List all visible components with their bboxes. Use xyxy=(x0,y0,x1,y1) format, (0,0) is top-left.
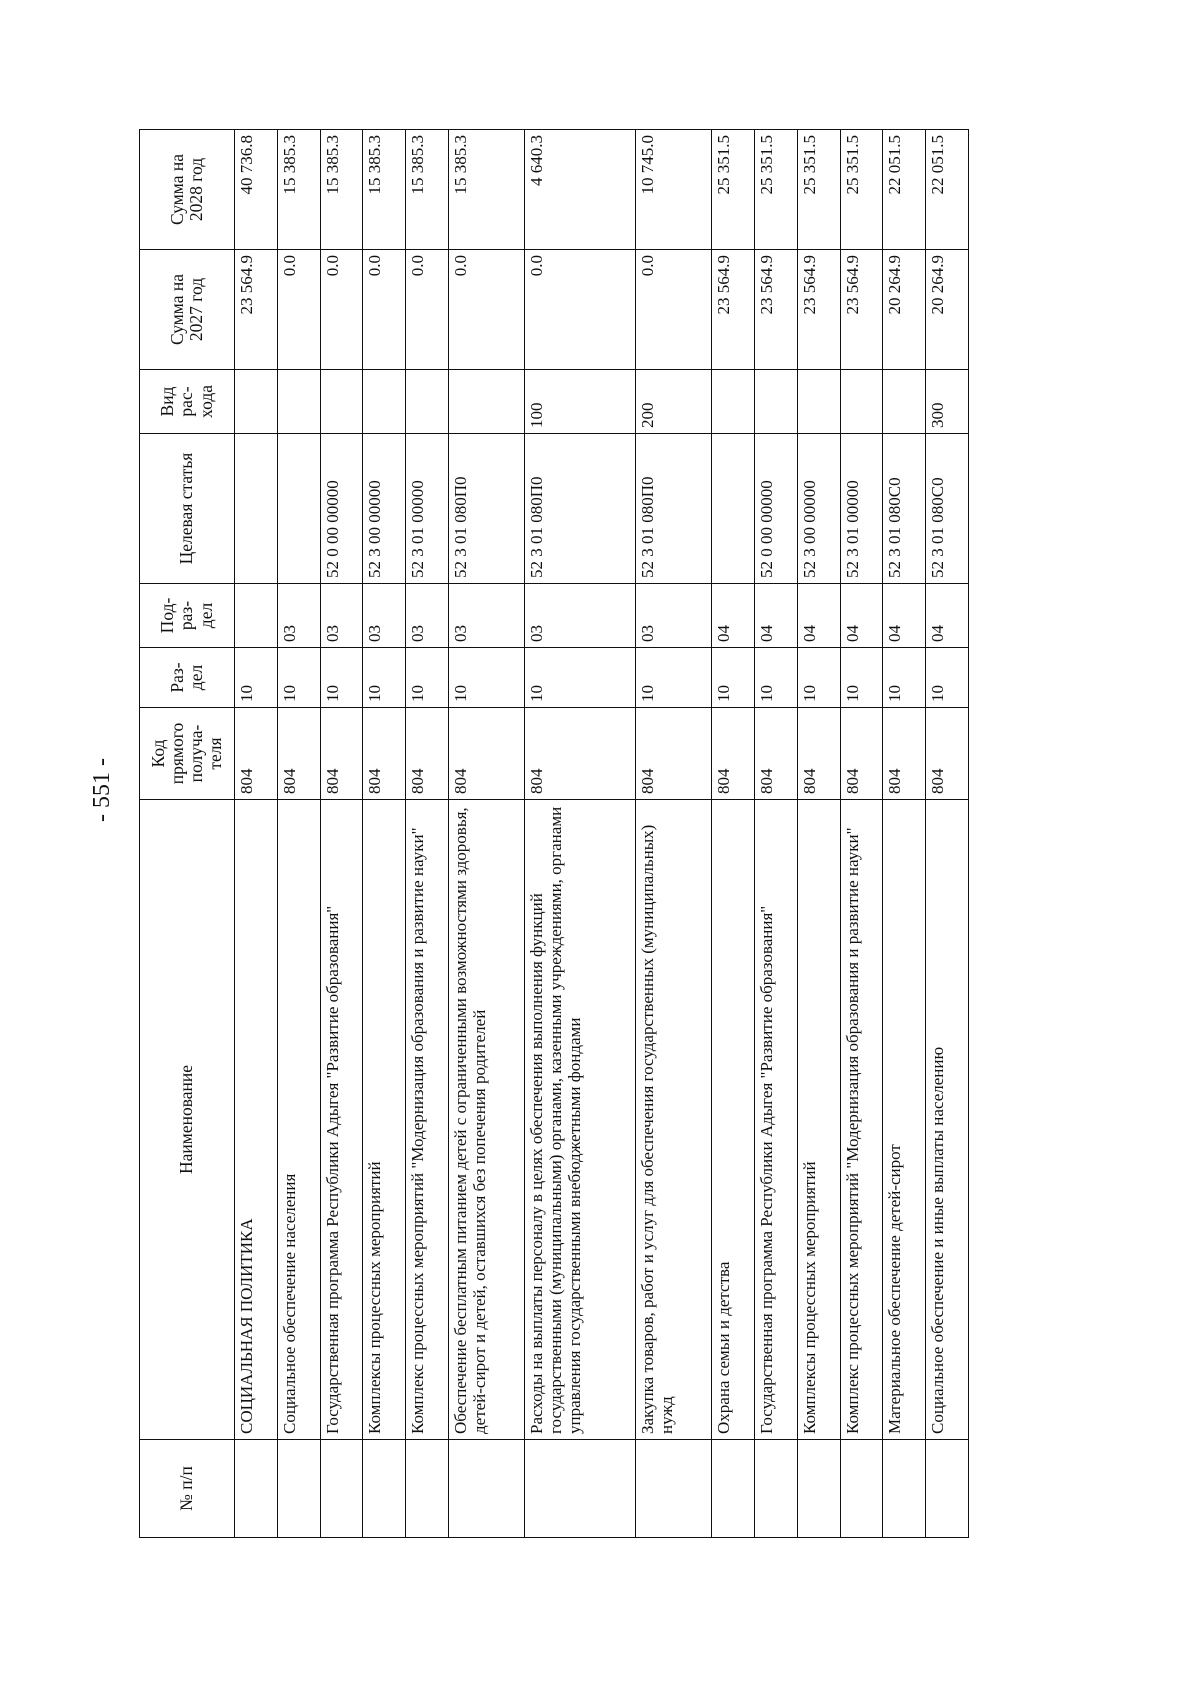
cell-no xyxy=(235,1440,278,1538)
cell-podrazdel xyxy=(235,584,278,648)
cell-sum2028: 25 351.5 xyxy=(840,130,883,250)
cell-razdel: 10 xyxy=(363,648,406,708)
cell-celevaya: 52 3 00 00000 xyxy=(797,434,840,584)
cell-sum2027: 0.0 xyxy=(320,250,363,370)
table-row xyxy=(635,130,712,1538)
cell-vid xyxy=(755,370,798,434)
cell-razdel: 10 xyxy=(235,648,278,708)
cell-code: 804 xyxy=(363,708,406,800)
header-no: № п/п xyxy=(140,1440,235,1538)
cell-no xyxy=(755,1440,798,1538)
cell-code: 804 xyxy=(635,708,712,800)
cell-podrazdel: 03 xyxy=(320,584,363,648)
cell-name: Закупка товаров, работ и услуг для обеспечения государственных (муниципальных) нужд xyxy=(635,800,712,1440)
cell-no xyxy=(840,1440,883,1538)
cell-name: Социальное обеспечение и иные выплаты населению xyxy=(926,800,969,1440)
cell-vid: 100 xyxy=(525,370,635,434)
table-header-row xyxy=(140,130,235,1538)
cell-code: 804 xyxy=(277,708,320,800)
header-celevaya: Целевая статья xyxy=(140,434,235,584)
cell-no xyxy=(525,1440,635,1538)
cell-sum2028: 25 351.5 xyxy=(712,130,755,250)
table-row xyxy=(525,130,635,1538)
cell-no xyxy=(926,1440,969,1538)
cell-razdel: 10 xyxy=(448,648,525,708)
cell-vid xyxy=(277,370,320,434)
cell-code: 804 xyxy=(406,708,449,800)
cell-vid xyxy=(235,370,278,434)
cell-no xyxy=(712,1440,755,1538)
cell-podrazdel: 03 xyxy=(448,584,525,648)
cell-sum2028: 25 351.5 xyxy=(755,130,798,250)
cell-razdel: 10 xyxy=(406,648,449,708)
cell-celevaya: 52 0 00 00000 xyxy=(320,434,363,584)
cell-name: Социальное обеспечение населения xyxy=(277,800,320,1440)
cell-celevaya: 52 3 01 080П0 xyxy=(448,434,525,584)
table-row xyxy=(926,130,969,1538)
cell-podrazdel: 04 xyxy=(840,584,883,648)
cell-podrazdel: 03 xyxy=(525,584,635,648)
cell-vid xyxy=(320,370,363,434)
table-row xyxy=(712,130,755,1538)
cell-podrazdel: 04 xyxy=(797,584,840,648)
cell-code: 804 xyxy=(883,708,926,800)
cell-sum2028: 15 385.3 xyxy=(406,130,449,250)
cell-razdel: 10 xyxy=(712,648,755,708)
cell-razdel: 10 xyxy=(635,648,712,708)
cell-podrazdel: 03 xyxy=(363,584,406,648)
cell-celevaya xyxy=(712,434,755,584)
cell-sum2027: 0.0 xyxy=(363,250,406,370)
cell-no xyxy=(406,1440,449,1538)
cell-code: 804 xyxy=(448,708,525,800)
cell-sum2028: 15 385.3 xyxy=(363,130,406,250)
cell-name: Комплексы процессных мероприятий xyxy=(363,800,406,1440)
cell-vid: 200 xyxy=(635,370,712,434)
cell-name: Охрана семьи и детства xyxy=(712,800,755,1440)
cell-sum2027: 23 564.9 xyxy=(712,250,755,370)
table-row xyxy=(406,130,449,1538)
cell-no xyxy=(277,1440,320,1538)
header-name: Наименование xyxy=(140,800,235,1440)
cell-sum2028: 4 640.3 xyxy=(525,130,635,250)
cell-vid xyxy=(840,370,883,434)
cell-sum2027: 23 564.9 xyxy=(755,250,798,370)
page-number: - 551 - xyxy=(89,758,115,822)
cell-sum2027: 20 264.9 xyxy=(926,250,969,370)
cell-celevaya: 52 3 01 00000 xyxy=(406,434,449,584)
cell-no xyxy=(363,1440,406,1538)
cell-no xyxy=(448,1440,525,1538)
header-sum2028: Сумма на 2028 год xyxy=(140,130,235,250)
budget-table xyxy=(139,129,969,1538)
cell-no xyxy=(797,1440,840,1538)
cell-code: 804 xyxy=(755,708,798,800)
cell-vid: 300 xyxy=(926,370,969,434)
cell-celevaya xyxy=(235,434,278,584)
table-row xyxy=(448,130,525,1538)
cell-razdel: 10 xyxy=(525,648,635,708)
cell-podrazdel: 04 xyxy=(755,584,798,648)
cell-name: Обеспечение бесплатным питанием детей с ограниченными возможностями здоровья, детей-сирот и детей, оставшихся без попечения родителей xyxy=(448,800,525,1440)
cell-code: 804 xyxy=(320,708,363,800)
cell-name: Расходы на выплаты персоналу в целях обеспечения выполнения функций государственными (муниципальными) органами, казенными учреждениями, органами управления государственными внебюджетными фондами xyxy=(525,800,635,1440)
cell-name: СОЦИАЛЬНАЯ ПОЛИТИКА xyxy=(235,800,278,1440)
cell-sum2027: 20 264.9 xyxy=(883,250,926,370)
cell-name: Комплексы процессных мероприятий xyxy=(797,800,840,1440)
cell-sum2028: 15 385.3 xyxy=(277,130,320,250)
cell-sum2028: 40 736.8 xyxy=(235,130,278,250)
cell-razdel: 10 xyxy=(797,648,840,708)
rotated-table-container xyxy=(139,130,969,1538)
cell-sum2028: 22 051.5 xyxy=(926,130,969,250)
cell-code: 804 xyxy=(525,708,635,800)
cell-sum2027: 23 564.9 xyxy=(840,250,883,370)
cell-code: 804 xyxy=(712,708,755,800)
table-row xyxy=(840,130,883,1538)
cell-celevaya: 52 3 01 080П0 xyxy=(635,434,712,584)
cell-sum2028: 15 385.3 xyxy=(320,130,363,250)
cell-celevaya: 52 3 01 080С0 xyxy=(926,434,969,584)
header-podrazdel: Под-раз-дел xyxy=(140,584,235,648)
cell-razdel: 10 xyxy=(840,648,883,708)
cell-sum2028: 10 745.0 xyxy=(635,130,712,250)
cell-sum2027: 0.0 xyxy=(406,250,449,370)
cell-podrazdel: 03 xyxy=(406,584,449,648)
header-sum2027: Сумма на 2027 год xyxy=(140,250,235,370)
header-code: Код прямого получа-теля xyxy=(140,708,235,800)
cell-razdel: 10 xyxy=(926,648,969,708)
table-row xyxy=(797,130,840,1538)
cell-name: Государственная программа Республики Адыгея "Развитие образования" xyxy=(320,800,363,1440)
cell-celevaya: 52 0 00 00000 xyxy=(755,434,798,584)
cell-podrazdel: 03 xyxy=(277,584,320,648)
cell-sum2028: 15 385.3 xyxy=(448,130,525,250)
cell-vid xyxy=(448,370,525,434)
cell-name: Государственная программа Республики Адыгея "Развитие образования" xyxy=(755,800,798,1440)
table-row xyxy=(277,130,320,1538)
table-row xyxy=(363,130,406,1538)
cell-sum2027: 0.0 xyxy=(277,250,320,370)
cell-no xyxy=(635,1440,712,1538)
cell-sum2027: 23 564.9 xyxy=(797,250,840,370)
cell-sum2027: 23 564.9 xyxy=(235,250,278,370)
table-row xyxy=(235,130,278,1538)
cell-name: Материальное обеспечение детей-сирот xyxy=(883,800,926,1440)
cell-code: 804 xyxy=(797,708,840,800)
cell-podrazdel: 03 xyxy=(635,584,712,648)
cell-no xyxy=(320,1440,363,1538)
cell-no xyxy=(883,1440,926,1538)
cell-vid xyxy=(406,370,449,434)
cell-celevaya: 52 3 01 080П0 xyxy=(525,434,635,584)
cell-podrazdel: 04 xyxy=(712,584,755,648)
cell-podrazdel: 04 xyxy=(926,584,969,648)
header-razdel: Раз-дел xyxy=(140,648,235,708)
cell-celevaya: 52 3 01 080С0 xyxy=(883,434,926,584)
cell-razdel: 10 xyxy=(883,648,926,708)
cell-name: Комплекс процессных мероприятий "Модернизация образования и развитие науки" xyxy=(840,800,883,1440)
cell-code: 804 xyxy=(235,708,278,800)
cell-sum2028: 22 051.5 xyxy=(883,130,926,250)
cell-razdel: 10 xyxy=(320,648,363,708)
table-row xyxy=(755,130,798,1538)
cell-celevaya: 52 3 01 00000 xyxy=(840,434,883,584)
cell-razdel: 10 xyxy=(277,648,320,708)
cell-code: 804 xyxy=(926,708,969,800)
cell-celevaya xyxy=(277,434,320,584)
cell-sum2028: 25 351.5 xyxy=(797,130,840,250)
cell-vid xyxy=(363,370,406,434)
cell-sum2027: 0.0 xyxy=(448,250,525,370)
cell-podrazdel: 04 xyxy=(883,584,926,648)
table-row xyxy=(320,130,363,1538)
cell-vid xyxy=(883,370,926,434)
cell-celevaya: 52 3 00 00000 xyxy=(363,434,406,584)
cell-vid xyxy=(797,370,840,434)
cell-code: 804 xyxy=(840,708,883,800)
cell-razdel: 10 xyxy=(755,648,798,708)
cell-vid xyxy=(712,370,755,434)
table-row xyxy=(883,130,926,1538)
cell-sum2027: 0.0 xyxy=(635,250,712,370)
header-vid: Вид рас-хода xyxy=(140,370,235,434)
cell-sum2027: 0.0 xyxy=(525,250,635,370)
cell-name: Комплекс процессных мероприятий "Модернизация образования и развитие науки" xyxy=(406,800,449,1440)
